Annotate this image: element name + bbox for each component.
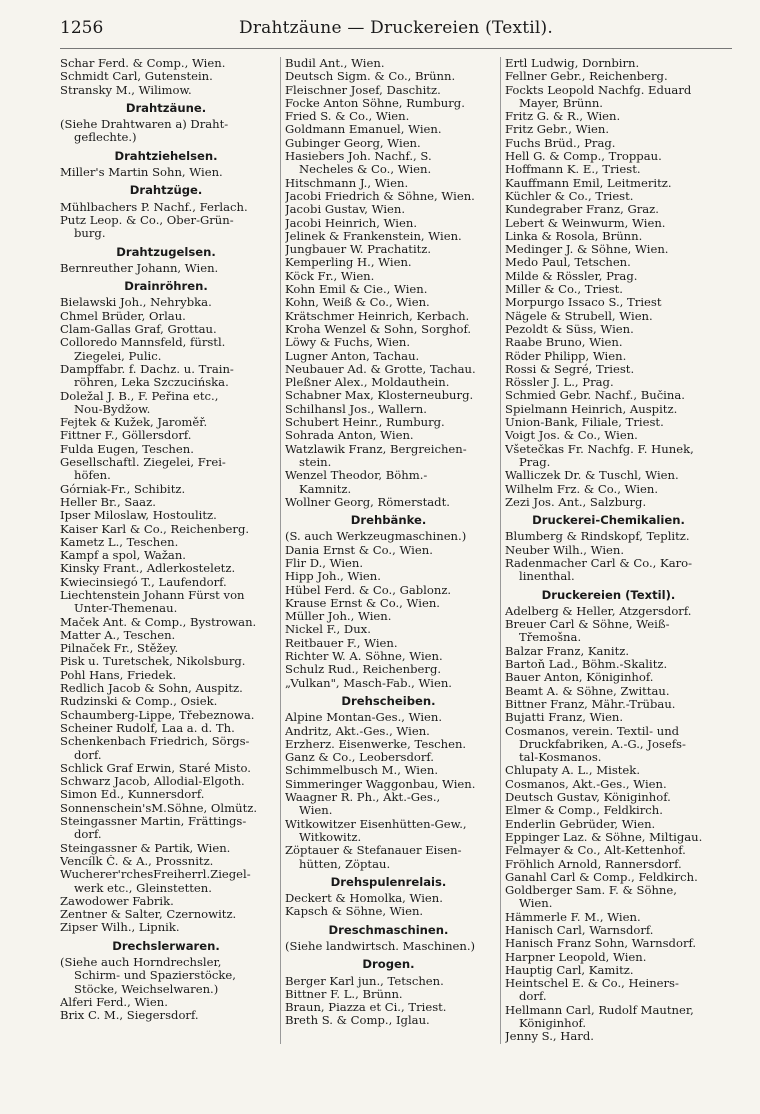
directory-entry: Maček Ant. & Comp., Bystrowan. — [60, 615, 257, 629]
section-heading: Drainröhren. — [124, 279, 208, 294]
directory-entry: (Siehe landwirtsch. Maschinen.) — [285, 940, 476, 953]
directory-entry: Miller & Co., Triest. — [505, 283, 623, 297]
section-heading: Drahtzäune. — [125, 100, 207, 115]
directory-entry: Pilnaček Fr., Stěžey. — [60, 642, 179, 656]
directory-entry: Schilhansl Jos., Wallern. — [285, 402, 427, 416]
directory-entry: Andritz, Akt.-Ges., Wien. — [285, 724, 430, 738]
entry-continuation: Prag. — [519, 455, 551, 469]
directory-entry: Hitschmann J., Wien. — [285, 176, 409, 190]
directory-entry: Hoffmann K. E., Triest. — [505, 163, 641, 177]
directory-entry: Clam-Gallas Graf, Grottau. — [60, 323, 217, 337]
directory-entry: Elmer & Comp., Feldkirch. — [505, 804, 663, 818]
directory-entry: Redlich Jacob & Sohn, Auspitz. — [60, 682, 243, 696]
directory-entry: Kemperling H., Wien. — [285, 256, 412, 270]
directory-entry: Fröhlich Arnold, Rannersdorf. — [505, 857, 682, 871]
directory-entry: Pohl Hans, Friedek. — [60, 668, 177, 682]
directory-entry: Deutsch Gustav, Königinhof. — [505, 791, 671, 805]
directory-entry: Alpine Montan-Ges., Wien. — [285, 711, 443, 725]
entry-continuation: Ziegelei, Pulic. — [74, 349, 162, 363]
directory-entry: Lugner Anton, Tachau. — [285, 349, 420, 363]
entry-continuation: stein. — [299, 455, 332, 469]
directory-entry: Steingassner Martin, Frättings- — [60, 815, 247, 829]
directory-entry: Zipser Wilh., Lipnik. — [60, 921, 180, 935]
directory-entry: Linka & Rosola, Brünn. — [505, 229, 643, 243]
directory-entry: Bittner Franz, Mähr.-Trübau. — [505, 697, 676, 711]
directory-entry: Zentner & Salter, Czernowitz. — [60, 908, 237, 922]
entry-continuation: burg. — [74, 227, 106, 241]
directory-entry: Scheiner Rudolf, Laa a. d. Th. — [60, 721, 235, 735]
entry-continuation: Mayer, Brünn. — [519, 96, 603, 110]
entry-continuation: dorf. — [74, 828, 102, 842]
directory-entry: Steingassner & Partik, Wien. — [60, 841, 231, 855]
directory-entry: Sohrada Anton, Wien. — [285, 429, 414, 443]
directory-entry: Jacobi Heinrich, Wien. — [285, 216, 418, 230]
directory-entry: „Vulkan", Masch-Fab., Wien. — [285, 676, 452, 690]
directory-entry: Breuer Carl & Söhne, Weiß- — [505, 618, 670, 632]
directory-entry: Fellner Gebr., Reichenberg. — [505, 70, 668, 84]
directory-entry: Nickel F., Dux. — [285, 623, 371, 637]
directory-entry: Eppinger Laz. & Söhne, Miltigau. — [505, 830, 703, 844]
directory-entry: Miller's Martin Sohn, Wien. — [60, 166, 223, 180]
entry-continuation: Wien. — [299, 804, 333, 818]
directory-entry: Flir D., Wien. — [285, 556, 364, 570]
section-heading: Drehspulenrelais. — [330, 874, 447, 889]
directory-entry: Dampffabr. f. Dachz. u. Train- — [60, 362, 234, 376]
directory-entry: Cosmanos, verein. Textil- und — [505, 724, 680, 738]
directory-entry: Kinsky Frant., Adlerkosteletz. — [60, 562, 236, 576]
directory-entry: Schenkenbach Friedrich, Sörgs- — [60, 735, 250, 749]
entry-continuation: Unter-Themenau. — [74, 602, 178, 616]
directory-entry: Fejtek & Kužek, Jaroměř. — [60, 416, 208, 430]
directory-entry: Erzherz. Eisenwerke, Teschen. — [285, 737, 467, 751]
directory-entry: Beamt A. & Söhne, Zwittau. — [505, 684, 670, 698]
directory-entry: Reitbauer F., Wien. — [285, 636, 398, 650]
directory-entry: Chlupaty A. L., Mistek. — [505, 764, 640, 778]
section-heading: Drahtzugelsen. — [116, 244, 216, 259]
directory-entry: Löwy & Fuchs, Wien. — [285, 336, 411, 350]
directory-entry: Brix C. M., Siegersdorf. — [60, 1009, 199, 1023]
column-3 — [500, 57, 712, 1044]
entry-continuation: linenthal. — [519, 570, 575, 584]
directory-entry: Zezi Jos. Ant., Salzburg. — [505, 495, 647, 509]
directory-entry: Pisk u. Turetschek, Nikolsburg. — [60, 655, 246, 669]
directory-entry: Gubinger Georg, Wien. — [285, 136, 421, 150]
directory-entry: Stransky M., Wilimow. — [60, 83, 192, 97]
directory-entry: Hellmann Carl, Rudolf Mautner, — [505, 1003, 694, 1017]
directory-entry: Berger Karl jun., Tetschen. — [285, 974, 444, 988]
directory-entry: Hübel Ferd. & Co., Gablonz. — [285, 583, 452, 597]
directory-entry: Fried S. & Co., Wien. — [285, 110, 410, 124]
directory-entry: Fulda Eugen, Teschen. — [60, 442, 194, 456]
directory-entry: Colloredo Mannsfeld, fürstl. — [60, 336, 226, 350]
directory-entry: Schar Ferd. & Comp., Wien. — [60, 57, 226, 70]
directory-entry: Richter W. A. Söhne, Wien. — [285, 650, 443, 664]
directory-entry: Enderlin Gebrüder, Wien. — [505, 817, 656, 831]
section-heading: Dreschmaschinen. — [328, 922, 449, 937]
directory-entry: Zawodower Fabrik. — [60, 894, 174, 908]
entry-continuation: dorf. — [74, 748, 102, 762]
directory-entry: Kaiser Karl & Co., Reichenberg. — [60, 522, 250, 536]
entry-continuation: Nou-Bydžow. — [74, 402, 151, 416]
section-heading: Drogen. — [362, 957, 415, 972]
directory-entry: (S. auch Werkzeugmaschinen.) — [285, 530, 467, 544]
directory-entry: Fittner F., Göllersdorf. — [60, 429, 192, 443]
directory-entry: Schubert Heinr., Rumburg. — [285, 416, 445, 430]
directory-entry: Goldmann Emanuel, Wien. — [285, 123, 442, 137]
directory-entry: Waagner R. Ph., Akt.-Ges., — [285, 791, 441, 805]
directory-entry: Bartoň Lad., Böhm.-Skalitz. — [505, 658, 668, 672]
directory-entry: Ganahl Carl & Comp., Feldkirch. — [505, 870, 698, 884]
directory-entry: Sonnenschein'sM.Söhne, Olmütz. — [60, 801, 258, 815]
directory-entry: Matter A., Teschen. — [60, 628, 176, 642]
directory-entry: Braun, Piazza et Ci., Triest. — [285, 1001, 447, 1015]
directory-entry: Wenzel Theodor, Böhm.- — [285, 469, 428, 483]
directory-entry: Schabner Max, Klosterneuburg. — [285, 389, 474, 403]
section-heading: Drehbänke. — [350, 513, 427, 528]
directory-entry: Schlick Graf Erwin, Staré Misto. — [60, 761, 251, 775]
section-heading: Drahtziehelsen. — [114, 148, 218, 163]
directory-entry: Walliczek Dr. & Tuschl, Wien. — [505, 469, 679, 483]
directory-entry: Schulz Rud., Reichenberg. — [285, 663, 442, 677]
directory-entry: Union-Bank, Filiale, Triest. — [505, 416, 664, 430]
entry-continuation: geflechte.) — [74, 131, 137, 145]
directory-entry: Vencílk Č. & A., Prossnitz. — [60, 854, 214, 868]
directory-entry: Hämmerle F. M., Wien. — [505, 910, 641, 924]
directory-entry: Alferi Ferd., Wien. — [60, 995, 168, 1009]
directory-entry: Bittner F. L., Brünn. — [285, 987, 403, 1001]
entry-continuation: Kamnitz. — [299, 482, 352, 496]
directory-entry: Kapsch & Söhne, Wien. — [285, 905, 424, 919]
directory-entry: Budil Ant., Wien. — [285, 57, 385, 70]
directory-entry: Liechtenstein Johann Fürst von — [60, 588, 245, 602]
directory-entry: Witkowitzer Eisenhütten-Gew., — [285, 817, 467, 831]
directory-entry: Hasiebers Joh. Nachf., S. — [285, 150, 432, 164]
directory-entry: Felmayer & Co., Alt-Kettenhof. — [505, 844, 686, 858]
directory-entry: Fockts Leopold Nachfg. Eduard — [505, 83, 692, 97]
entry-continuation: höfen. — [74, 469, 111, 483]
directory-entry: Focke Anton Söhne, Rumburg. — [285, 96, 465, 110]
entry-continuation: Necheles & Co., Wien. — [299, 163, 432, 177]
directory-entry: Putz Leop. & Co., Ober-Grün- — [60, 213, 234, 227]
directory-entry: Jacobi Gustav, Wien. — [285, 203, 406, 217]
section-heading: Drahtzüge. — [129, 183, 203, 198]
page-header — [60, 18, 732, 49]
directory-entry: Kauffmann Emil, Leitmeritz. — [505, 176, 672, 190]
directory-entry: Simon Ed., Kunnersdorf. — [60, 788, 205, 802]
directory-entry: Gesellschaftl. Ziegelei, Frei- — [60, 456, 226, 470]
directory-entry: Schmidt Carl, Gutenstein. — [60, 70, 213, 84]
section-heading: Druckerei-Chemikalien. — [532, 513, 685, 528]
directory-entry: Ganz & Co., Leobersdorf. — [285, 751, 434, 765]
directory-entry: Všetečkas Fr. Nachfg. F. Hunek, — [505, 442, 694, 456]
directory-entry: Hanisch Carl, Warnsdorf. — [505, 924, 654, 937]
directory-entry: Röder Philipp, Wien. — [505, 349, 627, 363]
entry-continuation: Königinhof. — [519, 1017, 587, 1031]
directory-entry: Rossi & Segré, Triest. — [505, 362, 635, 376]
directory-entry: Müller Joh., Wien. — [285, 610, 392, 624]
directory-entry: Neubauer Ad. & Grotte, Tachau. — [285, 362, 476, 376]
directory-entry: Deckert & Homolka, Wien. — [285, 892, 443, 906]
directory-entry: Nägele & Strubell, Wien. — [505, 309, 653, 323]
directory-entry: Pleßner Alex., Moldauthein. — [285, 376, 450, 390]
directory-entry: Morpurgo Issaco S., Triest — [505, 296, 662, 310]
directory-entry: Wollner Georg, Römerstadt. — [285, 495, 450, 509]
directory-entry: Köck Fr., Wien. — [285, 269, 375, 283]
directory-entry: Schmied Gebr. Nachf., Bučina. — [505, 389, 685, 403]
directory-entry: Hanisch Franz Sohn, Warnsdorf. — [505, 937, 697, 951]
directory-entry: Dania Ernst & Co., Wien. — [285, 543, 433, 557]
directory-entry: Fuchs Brüd., Prag. — [505, 136, 616, 150]
directory-entry: (Siehe Drahtwaren a) Draht- — [60, 118, 229, 132]
directory-entry: Lebert & Weinwurm, Wien. — [505, 216, 666, 230]
directory-entry: Bielawski Joh., Nehrybka. — [60, 296, 212, 310]
directory-entry: Fritz G. & R., Wien. — [505, 110, 621, 124]
directory-entry: Blumberg & Rindskopf, Teplitz. — [505, 530, 690, 544]
directory-entry: Bernreuther Johann, Wien. — [60, 261, 219, 275]
directory-entry: Adelberg & Heller, Atzgersdorf. — [505, 604, 692, 618]
directory-entry: Schimmelbusch M., Wien. — [285, 764, 439, 778]
directory-entry: Pezoldt & Süss, Wien. — [505, 322, 634, 336]
directory-entry: Wilhelm Frz. & Co., Wien. — [505, 482, 659, 496]
entry-continuation: hütten, Zöptau. — [299, 857, 391, 871]
directory-entry: (Siehe auch Horndrechsler, — [60, 956, 222, 969]
directory-entry: Kwiecinsiegó T., Laufendorf. — [60, 575, 227, 589]
directory-entry: Watzlawik Franz, Bergreichen- — [285, 442, 467, 456]
directory-columns — [60, 57, 732, 1044]
directory-entry: Chmel Brüder, Orlau. — [60, 309, 186, 323]
page-number: 1256 — [60, 18, 104, 38]
directory-entry: Spielmann Heinrich, Auspitz. — [505, 402, 678, 416]
directory-entry: Kundegraber Franz, Graz. — [505, 203, 659, 217]
directory-entry: Küchler & Co., Triest. — [505, 189, 634, 203]
entry-continuation: Witkowitz. — [299, 830, 362, 844]
directory-entry: Milde & Rössler, Prag. — [505, 269, 638, 283]
directory-entry: Radenmacher Carl & Co., Karo- — [505, 556, 693, 570]
directory-entry: Simmeringer Waggonbau, Wien. — [285, 777, 476, 791]
directory-entry: Doležal J. B., F. Peřina etc., — [60, 389, 219, 403]
directory-entry: Hipp Joh., Wien. — [285, 570, 381, 584]
entry-continuation: Wien. — [519, 897, 553, 911]
directory-entry: Harpner Leopold, Wien. — [505, 950, 647, 964]
directory-entry: Fritz Gebr., Wien. — [505, 123, 610, 137]
directory-entry: Schaumberg-Lippe, Třebeznowa. — [60, 708, 255, 722]
directory-entry: Kroha Wenzel & Sohn, Sorghof. — [285, 322, 472, 336]
directory-entry: Cosmanos, Akt.-Ges., Wien. — [505, 777, 667, 791]
directory-entry: Rudzinski & Comp., Osiek. — [60, 695, 218, 709]
directory-entry: Heintschel E. & Co., Heiners- — [505, 977, 679, 991]
directory-entry: Neuber Wilh., Wien. — [505, 543, 625, 557]
directory-entry: Balzar Franz, Kanitz. — [505, 644, 630, 658]
directory-entry: Górniak-Fr., Schibitz. — [60, 482, 186, 496]
directory-entry: Voigt Jos. & Co., Wien. — [505, 429, 638, 443]
section-heading: Drechslerwaren. — [112, 938, 220, 953]
directory-entry: Raabe Bruno, Wien. — [505, 336, 623, 350]
directory-entry: Goldberger Sam. F. & Söhne, — [505, 884, 677, 898]
directory-entry: Hell G. & Comp., Troppau. — [505, 150, 662, 164]
directory-entry: Krause Ernst & Co., Wien. — [285, 596, 440, 610]
directory-entry: Bauer Anton, Königinhof. — [505, 671, 654, 685]
directory-entry: Medinger J. & Söhne, Wien. — [505, 243, 669, 257]
directory-entry: Jacobi Friedrich & Söhne, Wien. — [285, 189, 475, 203]
column-1 — [60, 57, 272, 1044]
directory-entry: Ipser Miloslaw, Hostoulitz. — [60, 509, 217, 523]
directory-entry: Kohn Emil & Cie., Wien. — [285, 283, 428, 297]
directory-entry: Ertl Ludwig, Dornbirn. — [505, 57, 640, 70]
entry-continuation: röhren, Leka Szczucińska. — [74, 376, 229, 390]
directory-entry: Hauptig Carl, Kamitz. — [505, 963, 634, 977]
directory-entry: Heller Br., Saaz. — [60, 495, 156, 509]
entry-continuation: Stöcke, Weichselwaren.) — [74, 982, 219, 996]
section-heading: Drehscheiben. — [341, 693, 436, 708]
entry-continuation: Druckfabriken, A.-G., Josefs- — [519, 737, 686, 751]
directory-entry: Breth S. & Comp., Iglau. — [285, 1014, 430, 1028]
entry-continuation: dorf. — [519, 990, 547, 1004]
directory-entry: Jenny S., Hard. — [505, 1030, 594, 1044]
directory-entry: Deutsch Sigm. & Co., Brünn. — [285, 70, 456, 84]
directory-entry: Rössler J. L., Prag. — [505, 376, 614, 390]
entry-continuation: tal-Kosmanos. — [519, 751, 602, 765]
directory-entry: Jungbauer W. Prachatitz. — [285, 243, 432, 257]
directory-entry: Mühlbachers P. Nachf., Ferlach. — [60, 200, 248, 214]
column-2 — [280, 57, 492, 1044]
entry-continuation: Schirm- und Spazierstöcke, — [74, 969, 236, 983]
directory-entry: Kampf a spol, Wažan. — [60, 549, 186, 563]
directory-entry: Bujatti Franz, Wien. — [505, 711, 624, 725]
entry-continuation: Třemošna. — [519, 631, 582, 645]
directory-entry: Kametz L., Teschen. — [60, 535, 179, 549]
directory-entry: Krätschmer Heinrich, Kerbach. — [285, 309, 470, 323]
directory-entry: Zöptauer & Stefanauer Eisen- — [285, 844, 462, 858]
running-title: Drahtzäune — Druckereien (Textil). — [239, 18, 553, 38]
section-heading: Druckereien (Textil). — [541, 587, 676, 602]
directory-entry: Kohn, Weiß & Co., Wien. — [285, 296, 430, 310]
directory-entry: Medo Paul, Tetschen. — [505, 256, 631, 270]
directory-entry: Wucherer'rchesFreiherrl.Ziegel- — [60, 868, 251, 882]
directory-entry: Jelinek & Frankenstein, Wien. — [285, 229, 462, 243]
entry-continuation: werk etc., Gleinstetten. — [74, 881, 212, 895]
directory-entry: Fleischner Josef, Daschitz. — [285, 83, 441, 97]
directory-entry: Schwarz Jacob, Allodial-Elgoth. — [60, 775, 245, 789]
